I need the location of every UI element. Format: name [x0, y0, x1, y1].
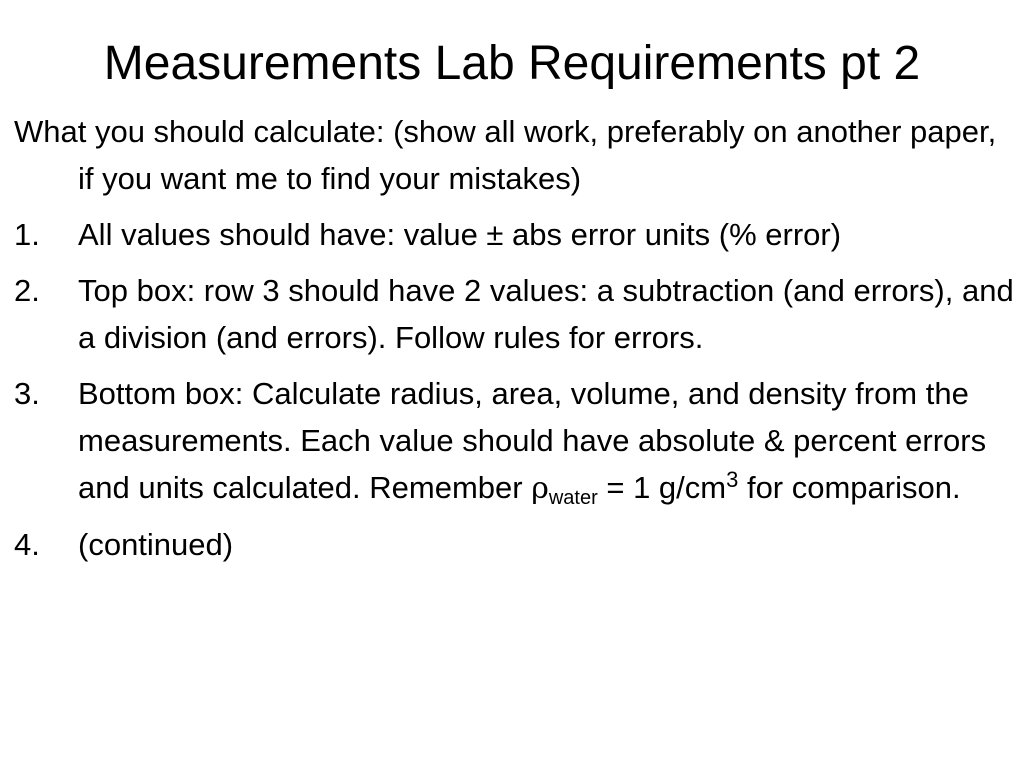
list-item-1: [14, 211, 1014, 258]
list-number-1: 1.: [14, 217, 40, 252]
list-text-1: All values should have: value ± abs error units (% error): [78, 217, 842, 252]
intro-paragraph: What you should calculate: (show all work, preferably on another paper, if you want me to find your mistakes): [14, 114, 997, 196]
density-equals-text: = 1 g/cm: [597, 470, 727, 505]
rho-subscript: water: [548, 487, 598, 509]
cubic-superscript: 3: [726, 467, 739, 492]
list-number-3: 3.: [14, 376, 40, 411]
list-item-3: [14, 370, 1014, 512]
list-number-2: 2.: [14, 273, 40, 308]
slide-title: Measurements Lab Requirements pt 2: [103, 37, 921, 90]
list-item-4: [14, 521, 1014, 568]
list-text-4: (continued): [78, 527, 234, 562]
rho-symbol: ρ: [531, 471, 549, 506]
list-text-3-end: for comparison.: [738, 470, 961, 505]
slide-body: [14, 108, 1014, 577]
list-item-2: [14, 267, 1014, 361]
list-text-3: Bottom box: Calculate radius, area, volume, and density from the measurements. Each value should have absolute & percent errors and units calculated. Remember: [78, 376, 987, 505]
list-number-4: 4.: [14, 527, 40, 562]
list-text-2: Top box: row 3 should have 2 values: a subtraction (and errors), and a division (and errors). Follow rules for errors.: [78, 273, 1014, 355]
